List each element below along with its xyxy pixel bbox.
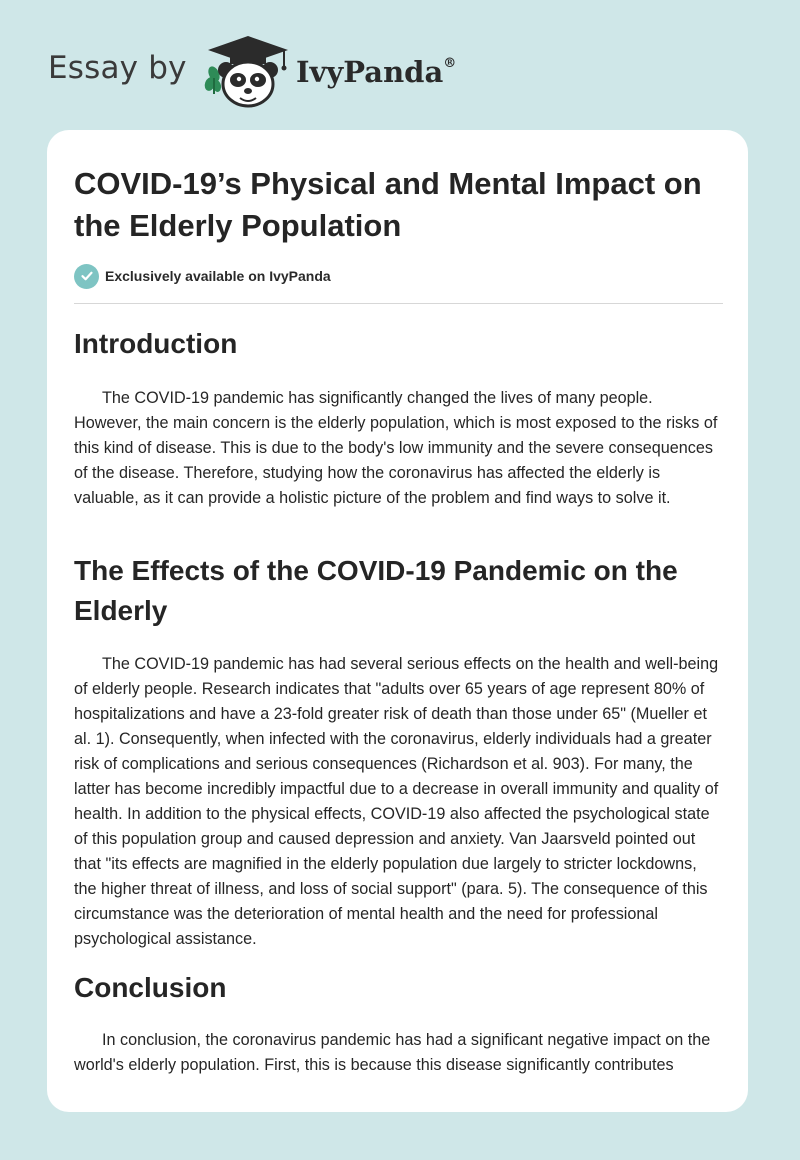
registered-mark: ® — [443, 56, 457, 72]
brand-text: IvyPanda — [296, 55, 444, 89]
section-paragraph-conclusion: In conclusion, the coronavirus pandemic has had a significant negative impact on the world's elderly population. First, this is because this disease significantly contributes — [74, 1031, 711, 1074]
section-heading-introduction: Introduction — [74, 328, 238, 359]
section-heading-conclusion: Conclusion — [74, 972, 227, 1003]
section-paragraph-effects: The COVID-19 pandemic has had several serious effects on the health and well-being of elderly people. Research indicates that "adults over 65 years of age represent 80% of hospitalizations and have a 23-fold greater risk of death than those under 65" (Mueller et al. 1). Consequently, when infected with the coronavirus, elderly individuals had a greater risk of complications and serious consequences (Richardson et al. 903). For many, the latter has become incredibly impactful due to a decrease in overall immunity and quality of health. In addition to the physical effects, COVID-19 also affected the psychological state of this population group and caused depression and anxiety. Van Jaarsveld pointed out that "its effects are magnified in the elderly population due largely to stricter lockdowns, the higher threat of illness, and loss of social support" (para. 5). The consequence of this circumstance was the deterioration of mental health and the need for professional psychological assistance. — [74, 655, 719, 948]
check-circle-icon — [74, 264, 99, 289]
essay-title: COVID-19’s Physical and Mental Impact on the Elderly Population — [74, 166, 702, 243]
exclusive-label: Exclusively available on IvyPanda — [105, 268, 331, 284]
panda-graduate-logo-icon — [200, 34, 296, 110]
section-paragraph-introduction: The COVID-19 pandemic has significantly changed the lives of many people. However, the main concern is the elderly population, which is most exposed to the risks of this kind of disease. This is due to the body's low immunity and the severe consequences of the disease. Therefore, studying how the coronavirus has affected the elderly is valuable, as it can provide a holistic picture of the problem and find ways to solve it. — [74, 389, 718, 507]
site-header — [0, 0, 800, 130]
section-heading-effects: The Effects of the COVID-19 Pandemic on the Elderly — [74, 555, 678, 626]
essay-by-label: Essay by — [48, 50, 187, 86]
brand-name — [296, 55, 456, 89]
essay-card — [47, 130, 748, 1112]
title-divider — [74, 303, 723, 304]
exclusive-badge — [74, 263, 331, 289]
